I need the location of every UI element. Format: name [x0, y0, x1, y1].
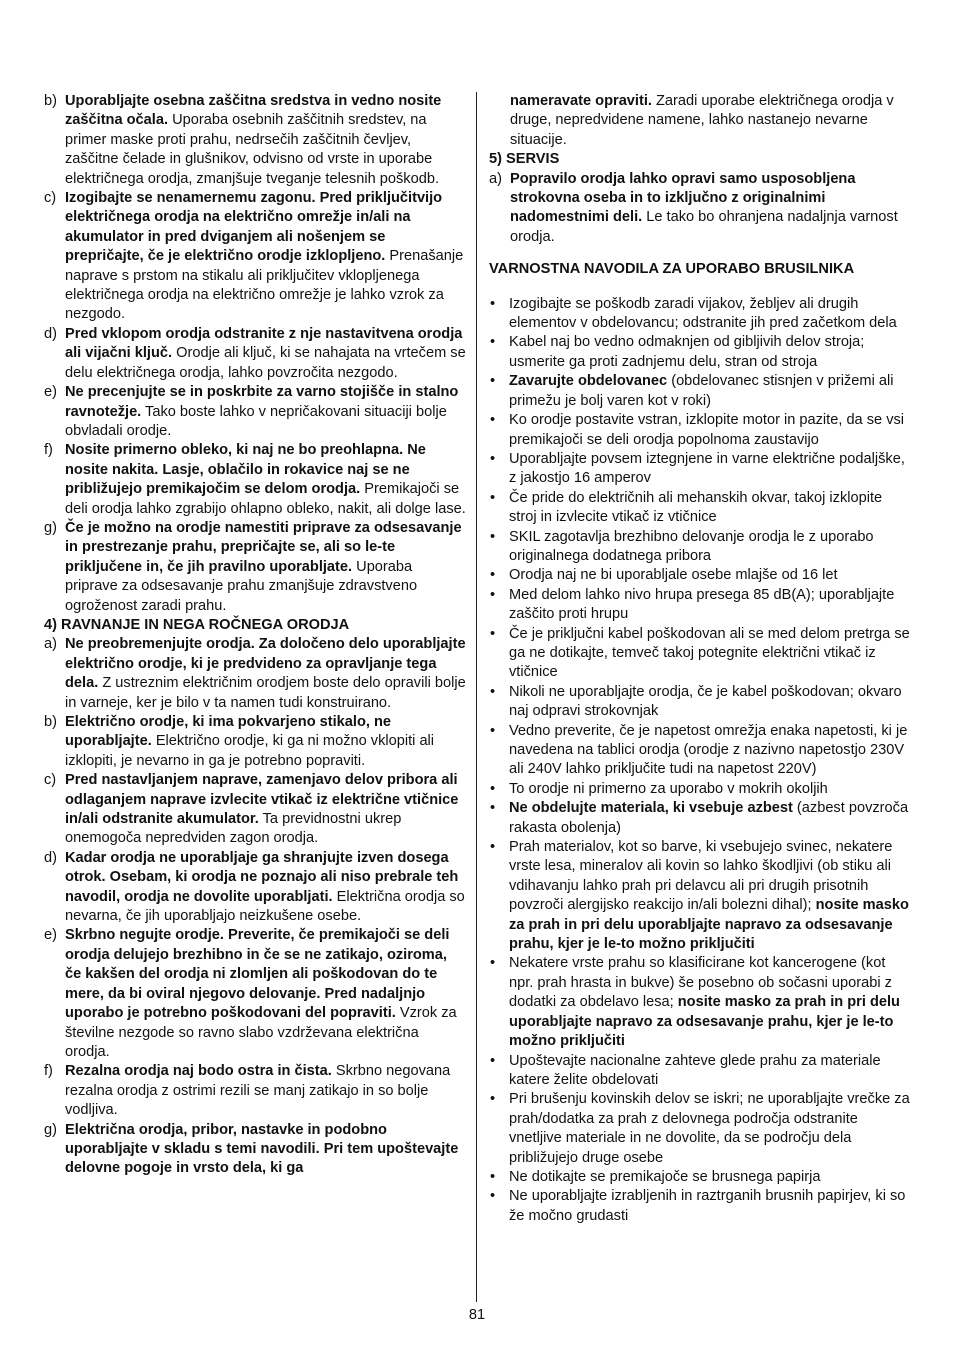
bullet-icon: •: [490, 334, 496, 351]
list-item: [44, 771, 466, 849]
item-text: Uporaba osebnih zaščitnih sredstev, na primer maske proti prahu, nedrsečih zaščitnih čevljev, zaščitne čelade in glušnikov, odvisno od vrste in uporabe električnega orodja, zmanjšuje tveganje telesnih poškodb.: [65, 112, 439, 187]
item-text: Prenašanje naprave s prstom na stikalu ali priključitev vklopljenega električnega orodja na električno omrežje je lahko vzrok za nezgodo.: [65, 248, 464, 323]
page-number: 81: [468, 1307, 486, 1323]
bullet-text: To orodje ni primerno za uporabo v mokrih okoljih: [509, 780, 828, 797]
bullet-text: Nekatere vrste prahu so klasificirane kot kancerogene (kot npr. prah hrasta in bukve) še posebno ob sočasni uporabi z dodatki za obdelavo lesa;: [509, 955, 892, 1011]
bullet-text: SKIL zagotavlja brezhibno delovanje orodja le z uporabo originalnega dodatnega pribora: [509, 528, 874, 564]
item-text: Vzrok za številne nezgode so ravno slabo vzdrževana električna orodja.: [65, 1005, 457, 1060]
bullet-text-after: (azbest povzroča rakasta obolenja): [509, 800, 909, 836]
bullet-icon: •: [490, 955, 496, 972]
bullet-icon: •: [490, 586, 496, 603]
bullet-icon: •: [490, 722, 496, 739]
item-label: g): [44, 1121, 57, 1138]
item-bold-text: Popravilo orodja lahko opravi samo usposobljena strokovna oseba in to izključno z originalnimi nadomestnimi deli.: [510, 170, 856, 226]
list-item: [44, 1121, 466, 1179]
list-item: [44, 849, 466, 927]
list-item: [44, 713, 466, 771]
bullet-text: Kabel naj bo vedno odmaknjen od gibljivih delov stroja; usmerite ga proti zadnjemu delu, stran od stroja: [509, 334, 865, 370]
item-bold-text: Ne precenjujte se in poskrbite za varno stojišče in stalno ravnotežje.: [65, 384, 459, 420]
bullet-text: Upoštevajte nacionalne zahteve glede prahu za materiale katere želite obdelovati: [509, 1052, 881, 1088]
item-bold-text: Električno orodje, ki ima pokvarjeno stikalo, ne uporabljajte.: [65, 714, 392, 750]
bullet-text: Ko orodje postavite vstran, izklopite motor in pazite, da se vsi premikajoči se deli orodja popolnoma zaustavijo: [509, 412, 905, 448]
item-bold-text: Električna orodja, pribor, nastavke in podobno uporabljajte v skladu s temi navodili. Pri tem upoštevajte delovne pogoje in vrsto dela, ki ga: [65, 1121, 459, 1177]
list-item: [44, 441, 466, 519]
column-divider: [476, 92, 477, 1302]
continuation-bold-text: nameravate opraviti.: [510, 93, 652, 109]
bullet-icon: •: [490, 528, 496, 545]
bullet-text: Orodja naj ne bi uporabljale osebe mlajše od 16 let: [509, 567, 838, 584]
item-bold-text: Skrbno negujte orodje. Preverite, če premikajoči se deli orodja delujejo brezhibno in če se ne zatikajo, oziroma, če kakšen del orodja ni zlomljen ali poškodovan do te mere, da bi oviral njegovo delovanje. Pred nadaljnjo uporabo je potrebno poškodovani del popraviti.: [65, 927, 450, 1022]
bullet-item: [489, 528, 911, 567]
list-item: [489, 170, 911, 248]
item-label: c): [44, 190, 57, 207]
bullet-item: [489, 683, 911, 722]
item-text: Ta previdnostni ukrep onemogoča nepredviden zagon orodja.: [65, 811, 402, 847]
bullet-icon: •: [490, 1168, 496, 1185]
bullet-icon: •: [490, 780, 496, 797]
bullet-icon: •: [490, 683, 496, 700]
item-bold-text: Uporabljajte osebna zaščitna sredstva in vedno nosite zaščitna očala.: [65, 93, 442, 129]
section-heading-4: 4) RAVNANJE IN NEGA ROČNEGA ORODJA: [44, 616, 350, 633]
bullet-item: [489, 1090, 911, 1168]
bullet-icon: •: [490, 839, 496, 856]
item-bold-text: Pred vklopom orodja odstranite z nje nastavitvena orodja ali vijačni ključ.: [65, 325, 463, 362]
item-text: Uporaba priprave za odsesavanje prahu zmanjšuje zdravstveno ogroženost zaradi prahu.: [65, 558, 418, 614]
bullet-text: Če je priključni kabel poškodovan ali se med delom pretrga se ga ne dotikajte, temveč takoj potegnite električni vtikač iz vtičnice: [509, 625, 910, 681]
bullet-item: [489, 1168, 911, 1187]
bullet-icon: •: [490, 373, 496, 390]
list-item: [44, 635, 466, 713]
list-item: [44, 519, 466, 616]
right-column: [489, 92, 911, 1226]
bullet-text: Vedno preverite, če je napetost omrežja enaka napetosti, ki je navedena na tablici orodja (orodje z nazivno napetostjo 230V ali 240V lahko priključite tudi na napetost 220V): [509, 722, 908, 778]
list-item: [44, 92, 466, 189]
bullet-icon: •: [490, 450, 496, 467]
item-text: Skrbno negovana rezalna orodja z ostrimi rezili se manj zatikajo in so bolje vodljiva.: [65, 1063, 451, 1119]
bullet-icon: •: [490, 1091, 496, 1108]
list-item: [44, 926, 466, 1062]
bullet-icon: •: [490, 489, 496, 506]
item-text: Le tako bo ohranjena nadaljnja varnost orodja.: [510, 209, 898, 245]
item-bold-text: Če je možno na orodje namestiti priprave za odsesavanje in prestrezanje prahu, prepričajte se, ali so le-te priključene in, če jih pravilno uporabljate.: [65, 519, 462, 575]
bullet-text: Ne uporabljajte izrabljenih in raztrganih brusnih papirjev, ki so že močno grudasti: [509, 1188, 906, 1224]
item-text: Z ustreznim električnim orodjem boste delo opravili bolje in varneje, ker je bilo v ta namen tudi konstruirano.: [65, 675, 466, 711]
bullet-text: Prah materialov, kot so barve, ki vsebujejo svinec, nekatere vrste lesa, mineralov ali kovin so lahko škodljivi (ob stiku ali vdihavanju lahko prah pri delavcu ali pri drugih prisotnih povzroči alergijsko reakcijo in/ali bolezni dihal);: [509, 839, 893, 914]
list-item: [44, 325, 466, 383]
bullet-text: Uporabljajte povsem iztegnjene in varne električne podaljške, z jakostjo 16 amperov: [509, 450, 905, 487]
bullet-item: [489, 295, 911, 334]
bullet-text: Pri brušenju kovinskih delov se iskri; ne uporabljajte vrečke za prah/dodatka za prah z delovnega področja odstranite vnetljive materiale in ne dovolite, da se področju dela približujejo druge osebe: [509, 1091, 910, 1166]
item-label: a): [44, 636, 57, 653]
item-text: Orodje ali ključ, ki se nahajata na vrtečem se delu električnega orodja, lahko povzročita nezgodo.: [65, 345, 466, 381]
bullet-text: Nikoli ne uporabljajte orodja, če je kabel poškodovan; okvaro naj odpravi strokovnjak: [509, 683, 902, 720]
item-bold-text: Kadar orodja ne uporabljaje ga shranjujte izven dosega otrok. Osebam, ki orodja ne poznajo ali niso prebrale teh navodil, orodja ne dovolite uporabljati.: [65, 849, 459, 905]
bullet-icon: •: [490, 625, 496, 642]
item-label: b): [44, 93, 57, 109]
bullet-item: [489, 450, 911, 489]
list-item: [44, 189, 466, 325]
bullet-item: [489, 586, 911, 625]
item-bold-text: Pred nastavljanjem naprave, zamenjavo delov pribora ali odlaganjem naprave izvlecite vtikač iz električne vtičnice in/ali odstranite akumulator.: [65, 772, 459, 828]
item-label: b): [44, 714, 57, 730]
bullet-text: Izogibajte se poškodb zaradi vijakov, žebljev ali drugih elementov v obdelovancu; odstranite jih pred začetkom dela: [509, 295, 897, 332]
continuation-text: Zaradi uporabe električnega orodja v druge, nepredvidene namene, lahko nastanejo nevarne situacije.: [510, 93, 894, 148]
item-text: Električno orodje, ki ga ni možno vklopiti ali izklopiti, je nevarno in ga je potrebno popraviti.: [65, 733, 435, 769]
bullet-item: [489, 780, 911, 799]
bullet-icon: •: [490, 1188, 496, 1205]
bullet-text-after: (obdelovanec stisnjen v prižemi ali primežu je bolj varen kot v roki): [509, 373, 894, 409]
item-label: a): [489, 170, 502, 187]
list-item: [44, 383, 466, 441]
item-label: d): [44, 325, 57, 342]
item-label: g): [44, 519, 57, 536]
bullet-item: [489, 372, 911, 411]
bullet-item: [489, 838, 911, 954]
bullet-item: [489, 411, 911, 450]
bullet-text: Ne dotikajte se premikajoče se brusnega papirja: [509, 1168, 821, 1185]
item-label: c): [44, 772, 57, 789]
item-bold-text: Rezalna orodja naj bodo ostra in čista.: [65, 1063, 332, 1080]
item-label: d): [44, 849, 57, 866]
item-label: f): [44, 1063, 53, 1080]
list-item: [44, 1062, 466, 1120]
continuation-paragraph: [489, 92, 911, 150]
item-bold-text: Ne preobremenjujte orodja. Za določeno delo uporabljajte električno orodje, ki je predvideno za opravljanje tega dela.: [65, 636, 466, 692]
item-text: Tako boste lahko v nepričakovani situaciji bolje obvladali orodje.: [65, 403, 447, 439]
item-label: e): [44, 384, 57, 401]
bullet-item: [489, 799, 911, 838]
bullet-bold-text: Ne obdelujte materiala, ki vsebuje azbest: [509, 800, 793, 817]
bullet-text: Med delom lahko nivo hrupa presega 85 dB(A); uporabljajte zaščito proti hrupu: [509, 586, 895, 623]
item-text: Premikajoči se deli orodja lahko zgrabijo ohlapno obleko, nakit, ali dolge lase.: [65, 481, 466, 517]
item-text: Električna orodja so nevarna, če jih uporabljajo neizkušene osebe.: [65, 888, 465, 925]
bullet-item: [489, 1052, 911, 1091]
item-label: e): [44, 927, 57, 944]
bullet-bold-text: nosite masko za prah in pri delu uporabljajte napravo za odsesavanje prahu, kjer je le-to možno priključiti: [509, 897, 909, 953]
bullet-icon: •: [490, 567, 496, 584]
bullet-icon: •: [490, 800, 496, 817]
bullet-text: Če pride do električnih ali mehanskih okvar, takoj izklopite stroj in izvlecite vtikač iz vtičnice: [509, 489, 883, 526]
bullet-item: [489, 722, 911, 780]
bullet-icon: •: [490, 1052, 496, 1069]
bullet-item: [489, 954, 911, 1051]
bullet-icon: •: [490, 412, 496, 429]
safety-section-title: VARNOSTNA NAVODILA ZA UPORABO BRUSILNIKA: [489, 261, 855, 278]
item-bold-text: Nosite primerno obleko, ki naj ne bo preohlapna. Ne nosite nakita. Lasje, oblačilo in rokavice naj se ne približujejo premikajočim se delom orodja.: [65, 442, 426, 498]
section-heading-5: 5) SERVIS: [489, 151, 560, 168]
items-b-g-list: [44, 92, 466, 616]
bullet-item: [489, 333, 911, 372]
bullet-item: [489, 489, 911, 528]
safety-bullet-list: [489, 295, 911, 1227]
bullet-item: [489, 566, 911, 585]
bullet-item: [489, 625, 911, 683]
bullet-item: [489, 1187, 911, 1226]
bullet-icon: •: [490, 295, 496, 312]
item-bold-text: Izogibajte se nenamernemu zagonu. Pred priključitvijo električnega orodja na električno omrežje in/ali na akumulator in pred dviganjem ali nošenjem se prepričajte, če je električno orodje izklopljeno.: [65, 190, 443, 265]
items-4-list: [44, 635, 466, 1178]
bullet-bold-text: Zavarujte obdelovanec: [509, 373, 668, 390]
left-column: [44, 92, 466, 1179]
bullet-bold-text: nosite masko za prah in pri delu uporabljajte napravo za odsesavanje prahu, kjer je le-to možno priključiti: [509, 994, 900, 1050]
item-label: f): [44, 442, 53, 459]
